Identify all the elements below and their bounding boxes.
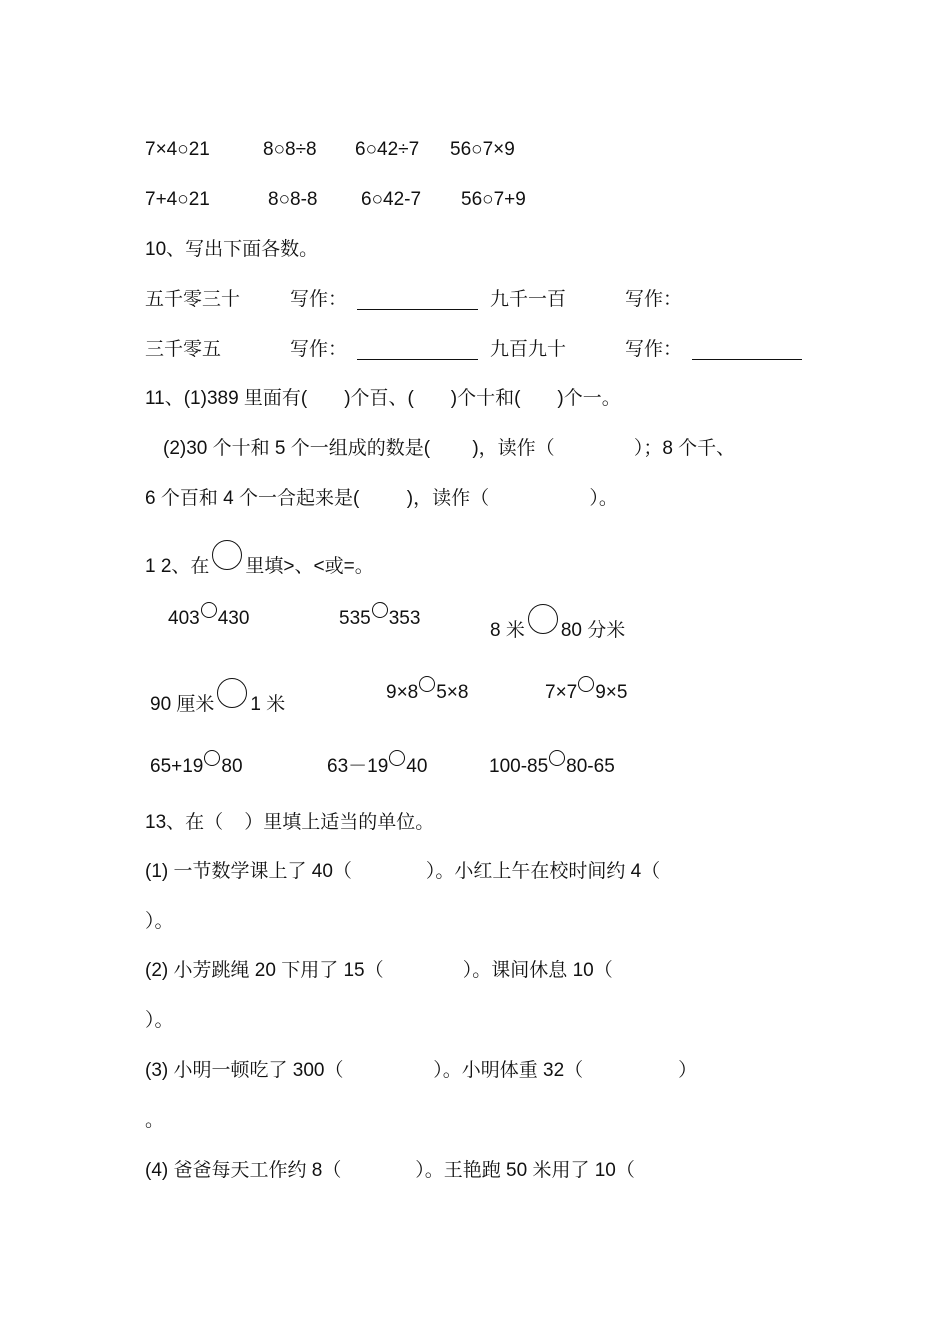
question-12-title bbox=[145, 542, 374, 580]
answer-circle[interactable] bbox=[204, 750, 220, 766]
compare-expr: 8○8-8 bbox=[268, 189, 318, 210]
compare-item: 7×7 9×5 bbox=[545, 680, 627, 706]
compare-item: 8 米 80 分米 bbox=[490, 606, 625, 644]
answer-blank[interactable] bbox=[357, 359, 478, 360]
number-words: 三千零五 bbox=[145, 339, 222, 360]
question-13-title: 13、在（ ）里填上适当的单位。 bbox=[145, 812, 435, 833]
write-label: 写作： bbox=[290, 289, 348, 310]
question-13-part: (3) 小明一顿吃了 300（ ）。小明体重 32（ ） bbox=[145, 1060, 698, 1081]
write-label: 写作： bbox=[625, 289, 683, 310]
answer-blank[interactable] bbox=[357, 309, 478, 310]
compare-item: 63－19 40 bbox=[327, 754, 427, 780]
answer-circle[interactable] bbox=[201, 602, 217, 618]
number-words: 五千零三十 bbox=[145, 289, 241, 310]
compare-expr: 7+4○21 bbox=[145, 189, 210, 210]
write-label: 写作： bbox=[625, 339, 683, 360]
answer-circle[interactable] bbox=[217, 678, 247, 708]
answer-circle[interactable] bbox=[549, 750, 565, 766]
compare-item: 65+19 80 bbox=[150, 754, 243, 780]
question-13-part: (4) 爸爸每天工作约 8（ ）。王艳跑 50 米用了 10（ bbox=[145, 1160, 635, 1181]
circle-icon bbox=[212, 540, 242, 570]
compare-item: 90 厘米 1 米 bbox=[150, 680, 285, 718]
write-label: 写作： bbox=[290, 339, 348, 360]
question-13-part: ）。 bbox=[145, 1010, 174, 1031]
question-13-part: ）。 bbox=[145, 911, 174, 932]
question-13-part: 。 bbox=[145, 1110, 165, 1131]
compare-expr: 7×4○21 bbox=[145, 139, 210, 160]
answer-circle[interactable] bbox=[389, 750, 405, 766]
answer-circle[interactable] bbox=[372, 602, 388, 618]
answer-circle[interactable] bbox=[419, 676, 435, 692]
number-words: 九百九十 bbox=[490, 339, 567, 360]
question-11-line: 11、(1)389 里面有( )个百、( )个十和( )个一。 bbox=[145, 388, 621, 409]
question-13-part: (1) 一节数学课上了 40（ ）。小红上午在校时间约 4（ bbox=[145, 861, 661, 882]
compare-item: 403 430 bbox=[168, 606, 249, 632]
question-13-part: (2) 小芳跳绳 20 下用了 15（ ）。课间休息 10（ bbox=[145, 960, 613, 981]
answer-blank[interactable] bbox=[692, 359, 802, 360]
q12-suffix: 里填>、<或=。 bbox=[245, 556, 374, 577]
question-11-line: (2)30 个十和 5 个一组成的数是( )，读作（ ）；8 个千、 bbox=[163, 438, 736, 459]
compare-expr: 6○42÷7 bbox=[355, 139, 420, 160]
question-11-line: 6 个百和 4 个一合起来是( )，读作（ ）。 bbox=[145, 488, 618, 509]
compare-item: 535 353 bbox=[339, 606, 420, 632]
number-words: 九千一百 bbox=[490, 289, 567, 310]
compare-expr: 56○7×9 bbox=[450, 139, 515, 160]
compare-item: 9×8 5×8 bbox=[386, 680, 468, 706]
compare-expr: 6○42-7 bbox=[361, 189, 422, 210]
answer-circle[interactable] bbox=[528, 604, 558, 634]
compare-expr: 56○7+9 bbox=[461, 189, 526, 210]
q12-prefix: 1 2、在 bbox=[145, 556, 210, 577]
compare-item: 100-85 80-65 bbox=[489, 754, 615, 780]
question-10-title: 10、写出下面各数。 bbox=[145, 239, 319, 260]
compare-expr: 8○8÷8 bbox=[263, 139, 317, 160]
answer-circle[interactable] bbox=[578, 676, 594, 692]
